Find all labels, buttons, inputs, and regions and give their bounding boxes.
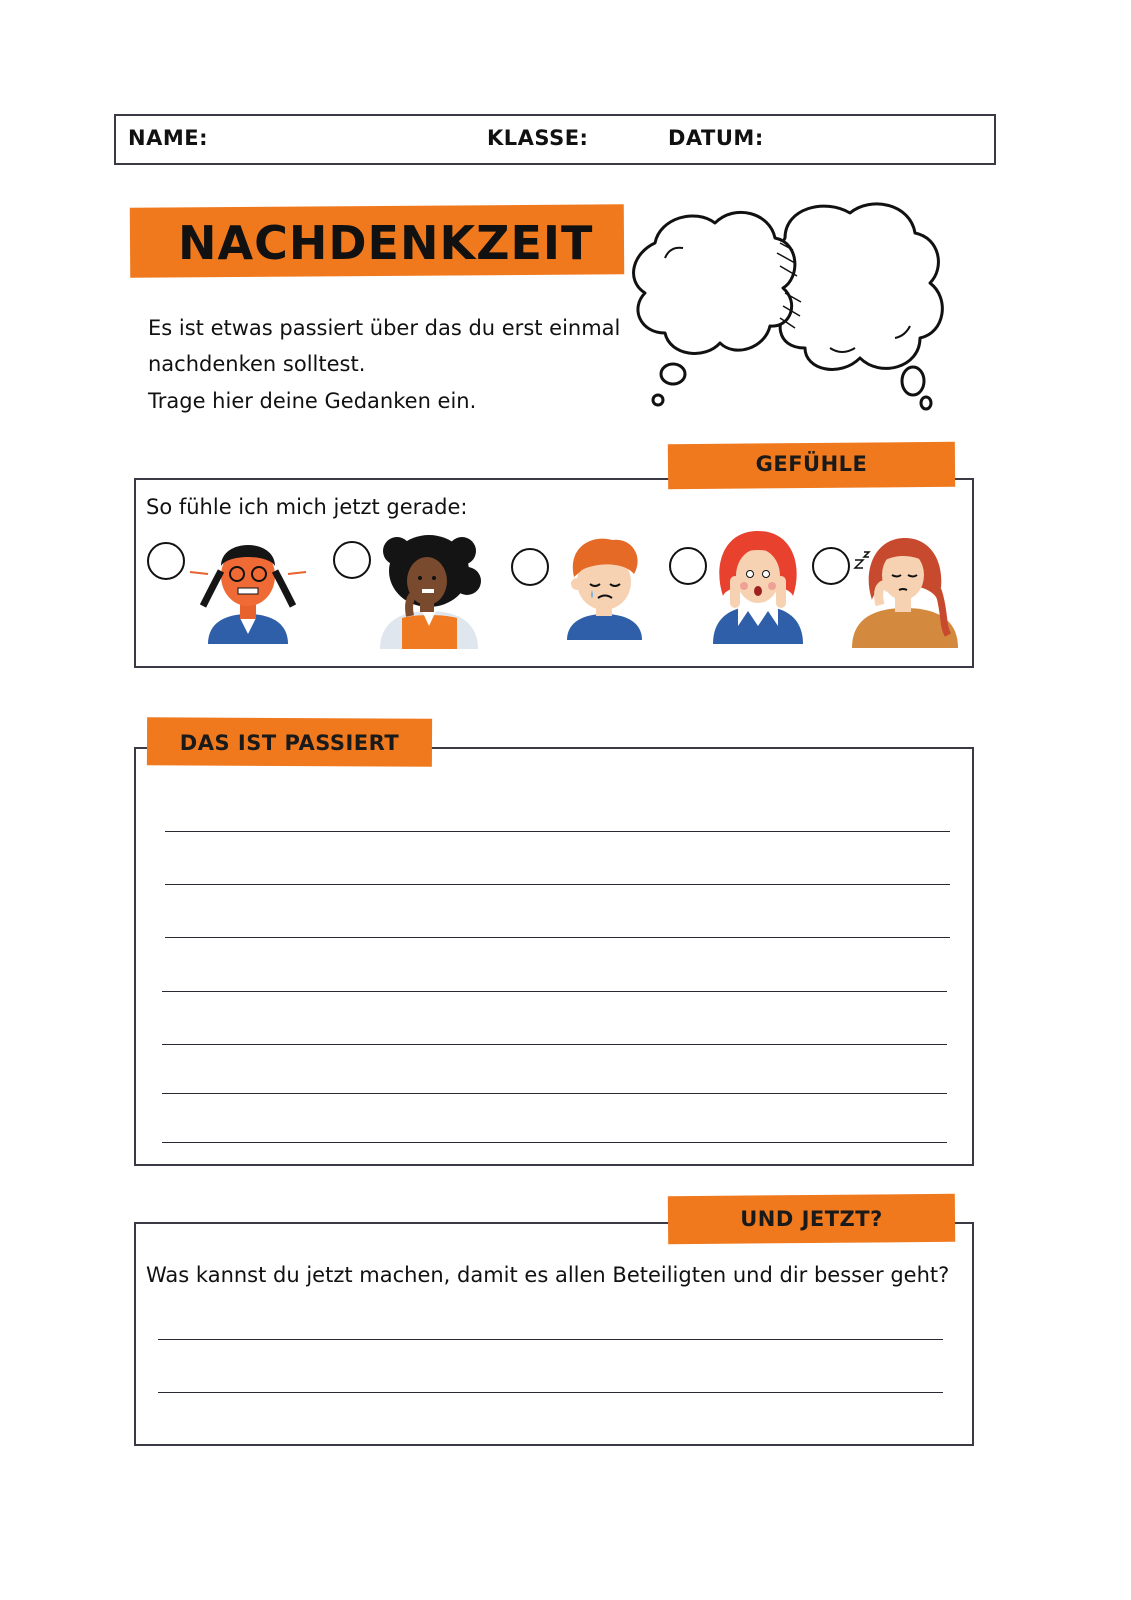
tired-woman-icon xyxy=(850,530,960,650)
page-title: NACHDENKZEIT xyxy=(178,216,594,270)
intro-line-1: Es ist etwas passiert über das du erst einmal xyxy=(148,316,621,340)
writing-line-7[interactable] xyxy=(162,1142,947,1143)
feeling-option-5-radio[interactable] xyxy=(812,547,850,585)
intro-line-3: Trage hier deine Gedanken ein. xyxy=(148,389,477,413)
writing-line-5[interactable] xyxy=(162,1044,947,1045)
shocked-girl-icon xyxy=(708,526,808,646)
name-field[interactable] xyxy=(215,120,475,160)
feeling-option-1-radio[interactable] xyxy=(147,542,185,580)
answer-line-1[interactable] xyxy=(158,1339,943,1340)
feeling-option-4-radio[interactable] xyxy=(669,547,707,585)
date-field[interactable] xyxy=(770,120,985,160)
writing-line-3[interactable] xyxy=(165,937,950,938)
answer-line-2[interactable] xyxy=(158,1392,943,1393)
feelings-prompt: So fühle ich mich jetzt gerade: xyxy=(146,495,468,519)
nervous-woman-icon xyxy=(372,526,487,651)
writing-line-1[interactable] xyxy=(165,831,950,832)
next-tag-label: UND JETZT? xyxy=(740,1207,883,1231)
feeling-option-3-radio[interactable] xyxy=(511,548,549,586)
sad-boy-icon xyxy=(552,532,657,642)
writing-line-6[interactable] xyxy=(162,1093,947,1094)
intro-line-2: nachdenken solltest. xyxy=(148,352,366,376)
class-label: KLASSE: xyxy=(487,126,589,150)
date-label: DATUM: xyxy=(668,126,764,150)
class-field[interactable] xyxy=(590,120,660,160)
writing-line-2[interactable] xyxy=(165,884,950,885)
next-box xyxy=(134,1222,974,1446)
next-prompt: Was kannst du jetzt machen, damit es allen Beteiligten und dir besser geht? xyxy=(146,1263,950,1287)
name-label: NAME: xyxy=(128,126,208,150)
feeling-option-2-radio[interactable] xyxy=(333,541,371,579)
angry-girl-icon xyxy=(188,526,308,646)
happened-tag-label: DAS IST PASSIERT xyxy=(179,731,400,755)
feelings-tag-label: GEFÜHLE xyxy=(755,452,868,476)
happened-box xyxy=(134,747,974,1166)
writing-line-4[interactable] xyxy=(162,991,947,992)
thought-cloud-icon xyxy=(625,198,955,418)
